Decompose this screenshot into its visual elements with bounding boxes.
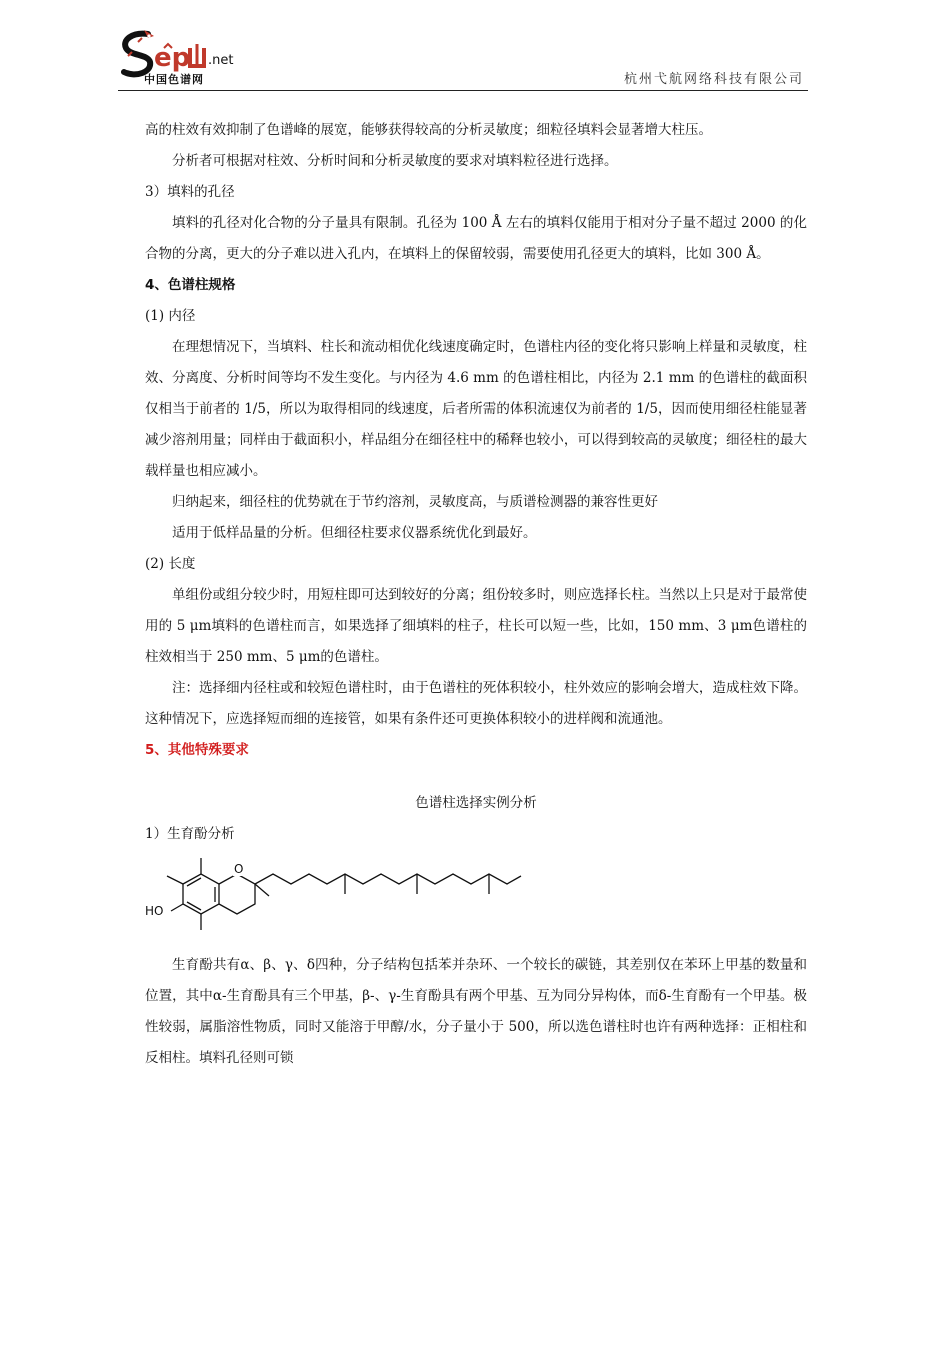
heading-column-spec: 4、色谱柱规格 — [145, 277, 236, 293]
sepu-logo[interactable] — [118, 28, 258, 88]
sepu-wordmark-icon — [154, 42, 254, 74]
tocopherol-molecule-icon — [145, 854, 545, 942]
paragraph: 归纳起来，细径柱的优势就在于节约溶剂，灵敏度高，与质谱检测器的兼容性更好 — [172, 494, 658, 510]
svg-text:ep: ep — [154, 43, 191, 73]
paragraph: 高的柱效有效抑制了色谱峰的展宽，能够获得较高的分析灵敏度；细粒径填料会显著增大柱压。 — [145, 122, 712, 138]
section-title: 色谱柱选择实例分析 — [415, 795, 537, 811]
subheading-inner-diameter: (1) 内径 — [145, 308, 196, 324]
subheading-length: (2) 长度 — [145, 556, 196, 572]
paragraph: 生育酚共有α、β、γ、δ四种，分子结构包括苯并杂环、一个较长的碳链，其差别仅在苯环上甲基的数量和位置，其中α-生育酚具有三个甲基，β-、γ-生育酚具有两个甲基、互为同分异构体，而δ-生育酚有一个甲基。极性较弱，属脂溶性物质，同时又能溶于甲醇/水，分子量小于 500，所以选色谱柱时也许有两种选择：正相柱和反相柱。填料孔径则可锁 — [145, 957, 807, 1066]
tocopherol-structure — [145, 854, 807, 942]
page-header — [118, 28, 808, 91]
logo-cn-text: 中国色谱网 — [144, 73, 204, 86]
paragraph: 在理想情况下，当填料、柱长和流动相优化线速度确定时，色谱柱内径的变化将只影响上样量和灵敏度，柱效、分离度、分析时间等均不发生变化。与内径为 4.6 mm 的色谱柱相比，内径为 2.1 mm 的色谱柱的截面积仅相当于前者的 1/5，所以为取得相同的线速度，后者所需的体积流速仅为前者的 1/5，因而使用细径柱能显著减少溶剂用量；同样由于截面积小，样品组分在细径柱中的稀释也较小，可以得到较高的灵敏度；细径柱的最大载样量也相应减小。 — [145, 339, 807, 479]
paragraph: 适用于低样品量的分析。但细径柱要求仪器系统优化到最好。 — [172, 525, 537, 541]
subheading-pore-size: 3）填料的孔径 — [145, 184, 235, 200]
heading-special-requirements: 5、其他特殊要求 — [145, 742, 249, 758]
paragraph: 单组份或组分较少时，用短柱即可达到较好的分离；组份较多时，则应选择长柱。当然以上只是对于最常使用的 5 μm填料的色谱柱而言，如果选择了细填料的柱子，柱长可以短一些，比如，150 mm、3 μm色谱柱的柱效相当于 250 mm、5 μm的色谱柱。 — [145, 587, 807, 665]
paragraph: 注：选择细内径柱或和较短色谱柱时，由于色谱柱的死体积较小，柱外效应的影响会增大，造成柱效下降。这种情况下，应选择短而细的连接管，如果有条件还可更换体积较小的进样阀和流通池。 — [145, 680, 807, 727]
paragraph: 填料的孔径对化合物的分子量具有限制。孔径为 100 Å 左右的填料仅能用于相对分子量不超过 2000 的化合物的分离，更大的分子难以进入孔内，在填料上的保留较弱，需要使用孔径更大的填料，比如 300 Å。 — [145, 215, 808, 262]
paragraph: 分析者可根据对柱效、分析时间和分析灵敏度的要求对填料粒径进行选择。 — [172, 153, 618, 169]
company-name: 杭州弋航网络科技有限公司 — [623, 72, 804, 87]
logo-suffix: .net — [208, 53, 234, 68]
subheading-tocopherol: 1）生育酚分析 — [145, 826, 235, 842]
document-body — [145, 115, 807, 1074]
hydroxyl-label: HO — [145, 904, 164, 918]
oxygen-label: O — [234, 862, 244, 876]
